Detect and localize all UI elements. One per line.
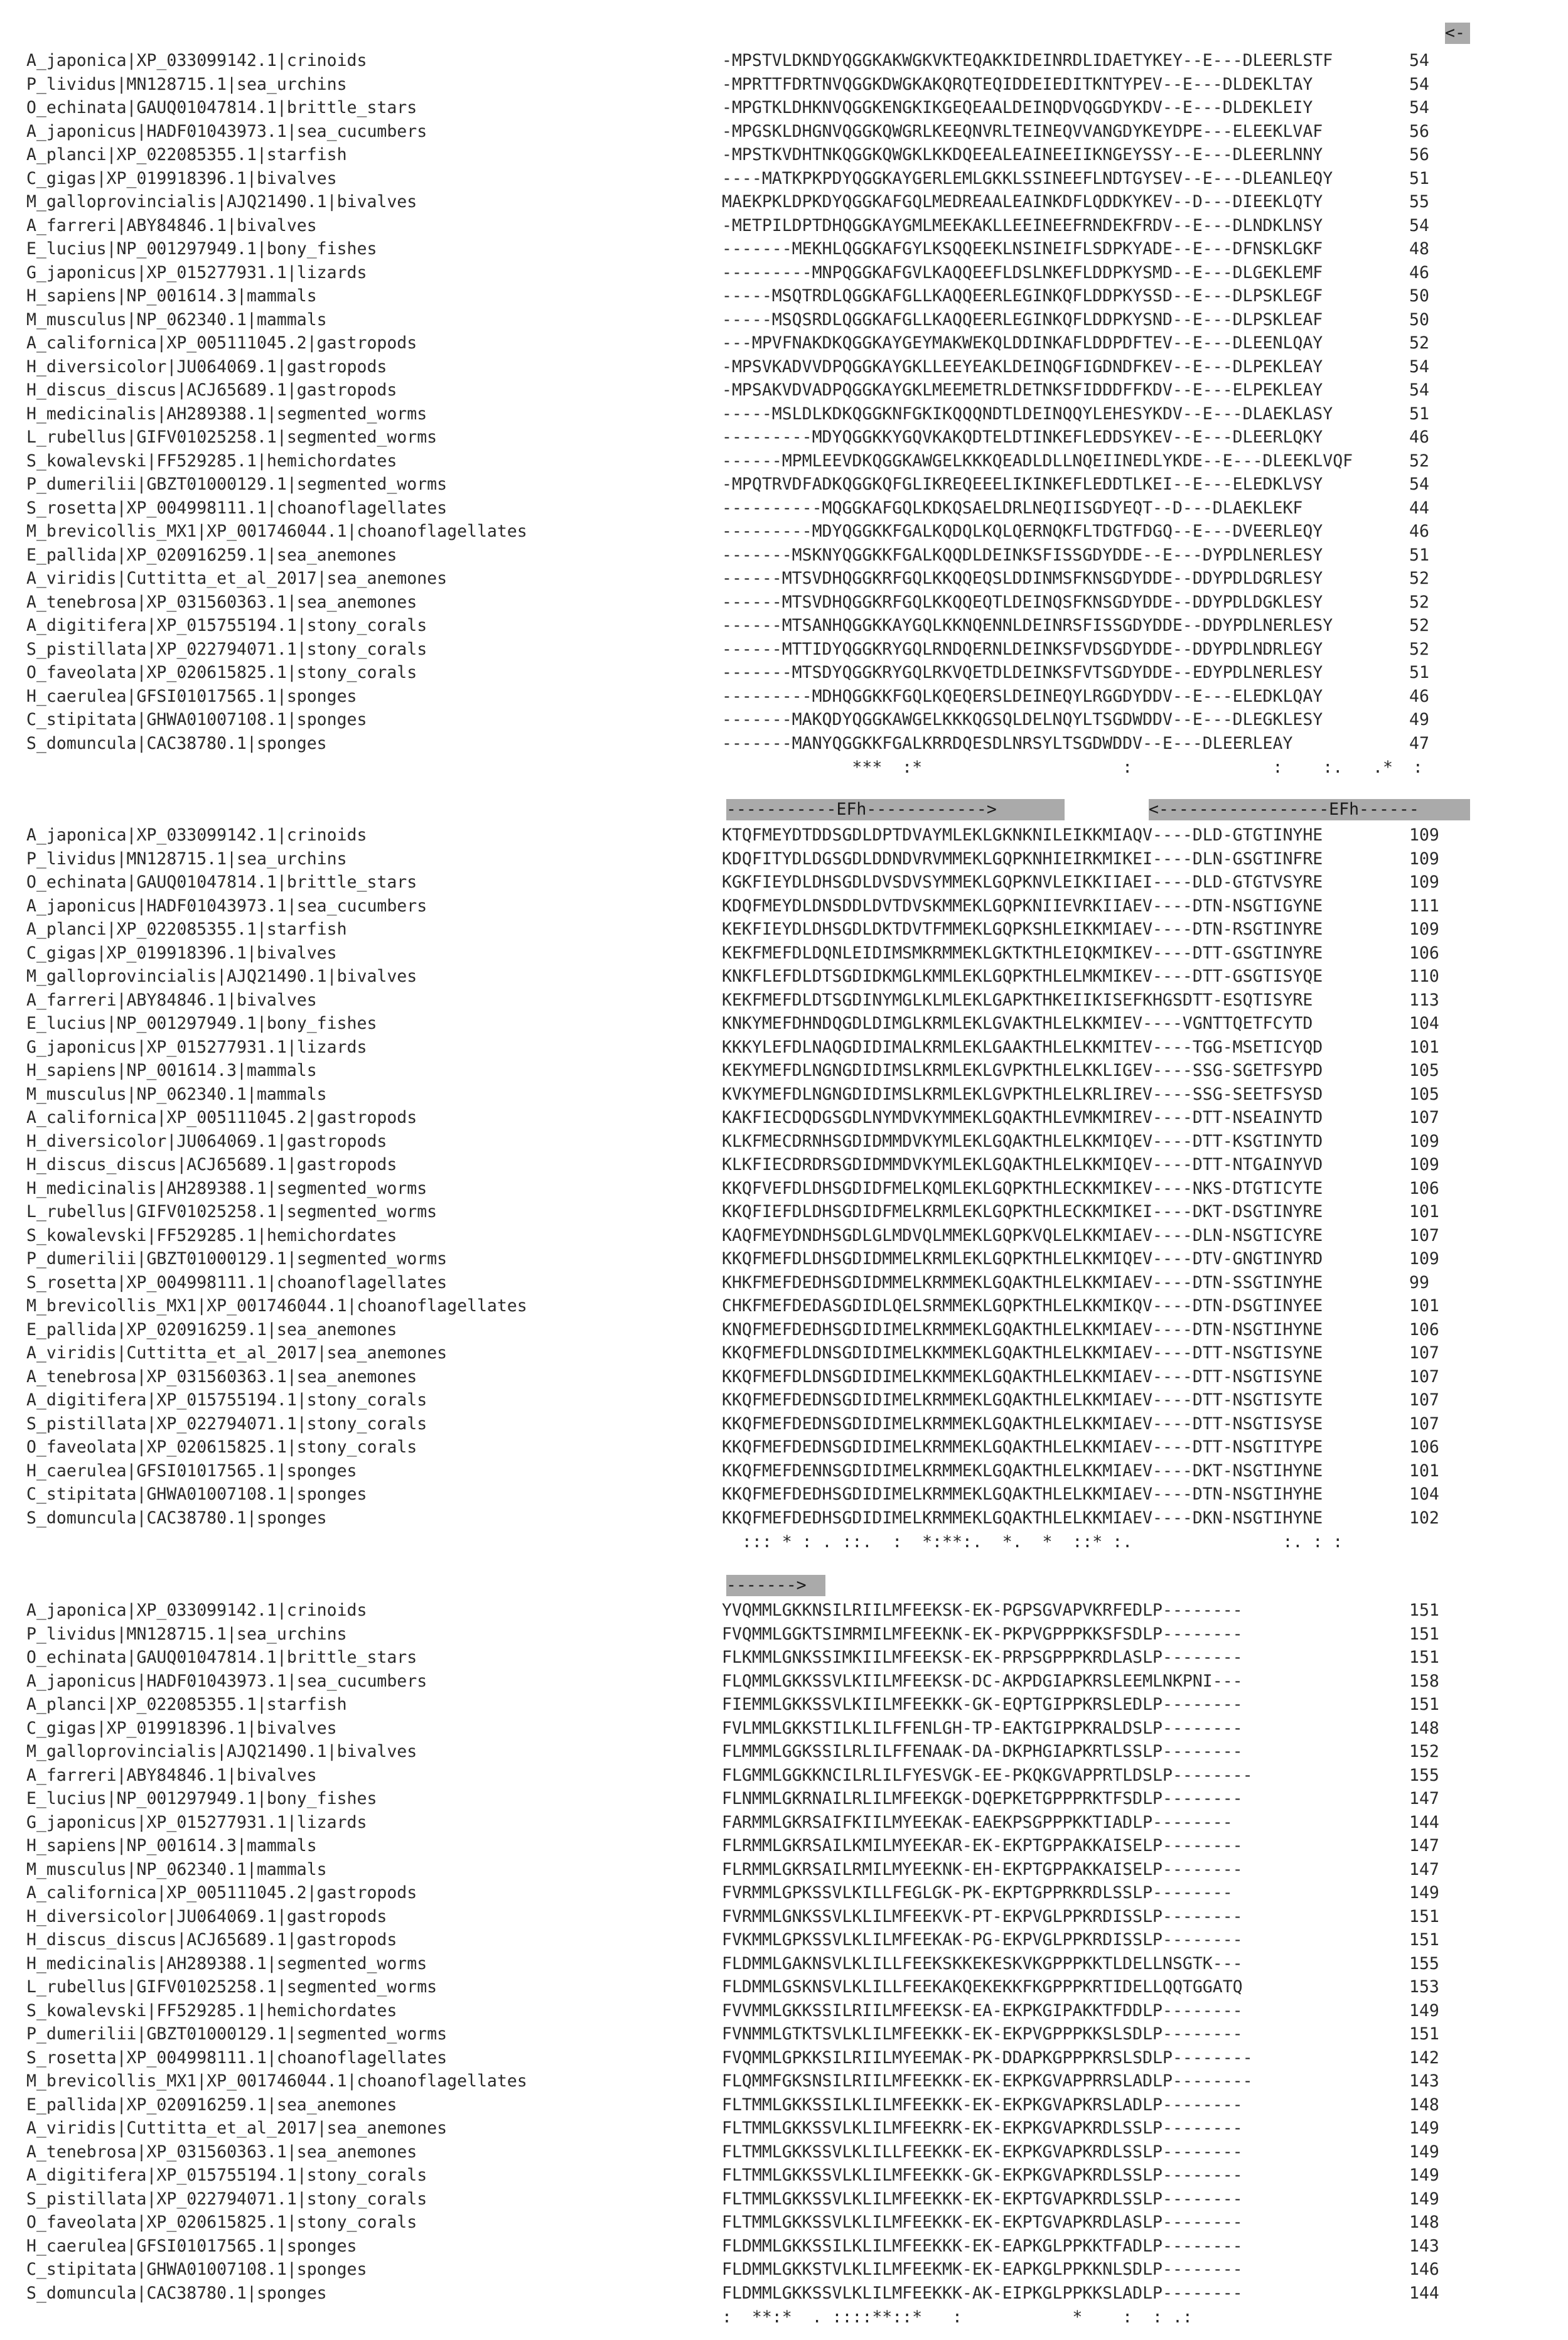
residue-count: 149 (1409, 1883, 1439, 1903)
sequence-name: C_stipitata|GHWA01007108.1|sponges (26, 2260, 367, 2279)
sequence-name: P_lividus|MN128715.1|sea_urchins (26, 1624, 347, 1644)
sequence-name: S_domuncula|CAC38780.1|sponges (26, 733, 327, 753)
residue-count: 113 (1409, 990, 1439, 1010)
sequence-residues: -MPSAKVDVADPQGGKAYGKLMEEMETRLDETNKSFIDDDFFKDV--E---ELPEKLEAY (722, 380, 1323, 400)
residue-count: 109 (1409, 1155, 1439, 1174)
sequence-residues: KNQFMEFDEDHSGDIDIMELKRMMEKLGQAKTHLELKKMIAEV----DTN-NSGTIHYNE (722, 1319, 1323, 1339)
sequence-residues: KLKFIECDRDRSGDIDMMDVKYMLEKLGQAKTHLELKKMIQEV----DTT-NTGAINYVD (722, 1155, 1323, 1174)
sequence-residues: FARMMLGKRSAIFKIILMYEEKAK-EAEKPSGPPPKKTIADLP-------- (722, 1812, 1233, 1832)
sequence-residues: KEKFIEYDLDHSGDLDKTDVTFMMEKLGQPKSHLEIKKMIAEV----DTN-RSGTINYRE (722, 920, 1323, 939)
sequence-name: H_sapiens|NP_001614.3|mammals (26, 1061, 317, 1080)
sequence-residues: -MPGSKLDHGNVQGGKQWGRLKEEQNVRLTEINEQVVANGDYKEYDPE---ELEEKLVAF (722, 121, 1323, 141)
residue-count: 54 (1409, 475, 1429, 494)
sequence-residues: -METPILDPTDHQGGKAYGMLMEEKAKLLEEINEEFRNDEKFRDV--E---DLNDKLNSY (722, 215, 1323, 235)
sequence-name: P_dumerilii|GBZT01000129.1|segmented_worms (26, 1249, 448, 1269)
sequence-residues: -MPSTKVDHTNKQGGKQWGKLKKDQEEALEAINEEIIKNGEYSSY--E---DLEERLNNY (722, 145, 1323, 164)
residue-count: 149 (1409, 2142, 1439, 2162)
sequence-residues: KNKFLEFDLDTSGDIDKMGLKMMLEKLGQPKTHLELMKMIKEV----DTT-GSGTISYQE (722, 967, 1323, 986)
residue-count: 142 (1409, 2048, 1439, 2068)
sequence-residues: FLDMMLGKKSSILKLILMFEEKKK-EK-EAPKGLPPKKTFADLP-------- (722, 2236, 1243, 2256)
sequence-residues: FLDMMLGAKNSVLKLILLFEEKSKKEKESKVKGPPPKKTLDELLNSGTK--- (722, 1953, 1243, 1973)
sequence-residues: KKQFMEFDLDNSGDIDIMELKKMMEKLGQAKTHLELKKMIAEV----DTT-NSGTISYNE (722, 1366, 1323, 1387)
sequence-name: S_pistillata|XP_022794071.1|stony_corals (26, 2189, 427, 2209)
sequence-residues: CHKFMEFDEDASGDIDLQELSRMMEKLGQPKTHLELKKMIKQV----DTN-DSGTINYEE (722, 1296, 1323, 1316)
residue-count: 106 (1409, 1437, 1439, 1457)
sequence-name: M_brevicollis_MX1|XP_001746044.1|choanoflagellates (26, 1296, 527, 1316)
residue-count: 143 (1409, 2071, 1439, 2091)
sequence-name: H_caerulea|GFSI01017565.1|sponges (26, 2236, 357, 2256)
sequence-residues: KAQFMEYDNDHSGDLGLMDVQLMMEKLGQPKVQLELKKMIAEV----DLN-NSGTICYRE (722, 1225, 1323, 1245)
residue-count: 107 (1409, 1108, 1439, 1127)
sequence-name: M_galloprovincialis|AJQ21490.1|bivalves (26, 967, 417, 986)
residue-count: 56 (1409, 145, 1429, 164)
sequence-residues: KKQFMEFDEDNSGDIDIMELKRMMEKLGQAKTHLELKKMIAEV----DTT-NSGTISYSE (722, 1414, 1323, 1434)
residue-count: 158 (1409, 1671, 1439, 1691)
efh-bar-block1-end: <- (1445, 23, 1470, 44)
sequence-name: A_japonica|XP_033099142.1|crinoids (26, 51, 367, 70)
sequence-residues: KEKFMEFDLDQNLEIDIMSMKRMMEKLGKTKTHLEIQKMIKEV----DTT-GSGTINYRE (722, 943, 1323, 963)
residue-count: 111 (1409, 896, 1439, 916)
sequence-residues: FVKMMLGPKSSVLKLILMFEEKAK-PG-EKPVGLPPKRDISSLP-------- (722, 1930, 1243, 1950)
sequence-name: G_japonicus|XP_015277931.1|lizards (26, 1812, 367, 1832)
sequence-name: P_lividus|MN128715.1|sea_urchins (26, 74, 347, 94)
sequence-name: L_rubellus|GIFV01025258.1|segmented_worms (26, 427, 438, 447)
residue-count: 151 (1409, 2024, 1439, 2044)
sequence-residues: -------MSKNYQGGKKFGALKQQDLDEINKSFISSGDYDDE--E---DYPDLNERLESY (722, 545, 1323, 565)
sequence-name: S_kowalevski|FF529285.1|hemichordates (26, 2000, 397, 2021)
residue-count: 109 (1409, 1131, 1439, 1151)
sequence-residues: -------MEKHLQGGKAFGYLKSQQEEKLNSINEIFLSDPKYADE--E---DFNSKLGKF (722, 239, 1323, 259)
residue-count: 153 (1409, 1977, 1439, 1997)
sequence-name: S_domuncula|CAC38780.1|sponges (26, 2283, 327, 2303)
sequence-name: P_lividus|MN128715.1|sea_urchins (26, 849, 347, 869)
sequence-name: E_pallida|XP_020916259.1|sea_anemones (26, 2095, 397, 2115)
residue-count: 148 (1409, 2213, 1439, 2232)
sequence-name: H_medicinalis|AH289388.1|segmented_worms (26, 404, 427, 424)
residue-count: 50 (1409, 309, 1429, 330)
sequence-residues: KKQFMEFDENNSGDIDIMELKRMMEKLGQAKTHLELKKMIAEV----DKT-NSGTIHYNE (722, 1461, 1323, 1481)
sequence-name: A_farreri|ABY84846.1|bivalves (26, 215, 317, 235)
sequence-residues: YVQMMLGKKNSILRIILMFEEKSK-EK-PGPSGVAPVKRFEDLP-------- (722, 1601, 1243, 1620)
sequence-name: A_tenebrosa|XP_031560363.1|sea_anemones (26, 592, 417, 612)
residue-count: 143 (1409, 2236, 1439, 2256)
sequence-name: A_tenebrosa|XP_031560363.1|sea_anemones (26, 1366, 417, 1387)
sequence-name: G_japonicus|XP_015277931.1|lizards (26, 1037, 367, 1057)
residue-count: 109 (1409, 920, 1439, 939)
sequence-name: M_musculus|NP_062340.1|mammals (26, 1859, 327, 1879)
residue-count: 52 (1409, 451, 1429, 471)
sequence-residues: KGKFIEYDLDHSGDLDVSDVSYMMEKLGQPKNVLEIKKIIAEI----DLD-GTGTVSYRE (722, 872, 1323, 892)
sequence-name: S_pistillata|XP_022794071.1|stony_corals (26, 639, 427, 659)
sequence-name: A_farreri|ABY84846.1|bivalves (26, 990, 317, 1010)
sequence-residues: FVNMMLGTKTSVLKLILMFEEKKK-EK-EKPVGPPPKKSLSDLP-------- (722, 2024, 1243, 2044)
sequence-name: S_rosetta|XP_004998111.1|choanoflagellates (26, 2048, 448, 2068)
sequence-residues: FLKMMLGNKSSIMKIILMFEEKSK-EK-PRPSGPPPKRDLASLP-------- (722, 1648, 1243, 1667)
sequence-residues: ----------MQGGKAFGQLKDKQSAELDRLNEQIISGDYEQT--D---DLAEKLEKF (722, 498, 1303, 518)
sequence-name: S_rosetta|XP_004998111.1|choanoflagellates (26, 498, 448, 518)
sequence-name: P_dumerilii|GBZT01000129.1|segmented_worms (26, 475, 448, 494)
sequence-residues: FLQMMLGKKSSVLKIILMFEEKSK-DC-AKPDGIAPKRSLEEMLNKPNI--- (722, 1671, 1243, 1691)
residue-count: 54 (1409, 98, 1429, 117)
sequence-name: H_discus_discus|ACJ65689.1|gastropods (26, 1155, 397, 1174)
conservation-line: *** :* : : :. .* : (722, 758, 1423, 777)
residue-count: 151 (1409, 1624, 1439, 1644)
residue-count: 101 (1409, 1202, 1439, 1221)
sequence-name: A_viridis|Cuttitta_et_al_2017|sea_anemones (26, 569, 448, 588)
sequence-residues: -----MSQTRDLQGGKAFGLLKAQQEERLEGINKQFLDDPKYSSD--E---DLPSKLEGF (722, 286, 1323, 306)
sequence-name: A_planci|XP_022085355.1|starfish (26, 920, 347, 939)
sequence-name: H_diversicolor|JU064069.1|gastropods (26, 1131, 387, 1151)
sequence-name: O_faveolata|XP_020615825.1|stony_corals (26, 2213, 417, 2232)
sequence-residues: ------MTSANHQGGKKAYGQLKKNQENNLDEINRSFISSGDYDDE--DDYPDLNERLESY (722, 616, 1333, 635)
residue-count: 48 (1409, 239, 1429, 259)
residue-count: 51 (1409, 168, 1429, 188)
residue-count: 151 (1409, 1906, 1439, 1926)
residue-count: 151 (1409, 1648, 1439, 1667)
sequence-residues: -MPQTRVDFADKQGGKQFGLIKREQEEELIKINKEFLEDDTLKEI--E---ELEDKLVSY (722, 475, 1323, 494)
sequence-residues: ----MATKPKPDYQGGKAYGERLEMLGKKLSSINEEFLNDTGYSEV--E---DLEANLEQY (722, 168, 1333, 188)
residue-count: 49 (1409, 710, 1429, 729)
sequence-residues: KLKFMECDRNHSGDIDMMDVKYMLEKLGQAKTHLELKKMIQEV----DTT-KSGTINYTD (722, 1131, 1323, 1151)
sequence-residues: KKQFMEFDEDNSGDIDIMELKRMMEKLGQAKTHLELKKMIAEV----DTT-NSGTISYTE (722, 1390, 1323, 1410)
sequence-residues: FVQMMLGGKTSIMRMILMFEEKNK-EK-PKPVGPPPKKSFSDLP-------- (722, 1624, 1243, 1644)
sequence-residues: KKQFMEFDLDNSGDIDIMELKKMMEKLGQAKTHLELKKMIAEV----DTT-NSGTISYNE (722, 1343, 1323, 1363)
sequence-residues: KKQFMEFDLDHSGDIDMMELKRMLEKLGQPKTHLELKKMIQEV----DTV-GNGTINYRD (722, 1249, 1323, 1269)
residue-count: 52 (1409, 592, 1429, 612)
sequence-residues: FLGMMLGGKKNCILRLILFYESVGK-EE-PKQKGVAPPRTLDSLP-------- (722, 1765, 1253, 1785)
sequence-name: L_rubellus|GIFV01025258.1|segmented_worms (26, 1202, 438, 1221)
conservation-line: ::: * : . ::. : *:**:. *. * ::* :. :. : : (722, 1532, 1343, 1552)
sequence-residues: KDQFITYDLDGSGDLDDNDVRVMMEKLGQPKNHIEIRKMIKEI----DLN-GSGTINFRE (722, 849, 1323, 869)
sequence-name: O_echinata|GAUQ01047814.1|brittle_stars (26, 872, 417, 892)
residue-count: 107 (1409, 1366, 1439, 1387)
residue-count: 51 (1409, 663, 1429, 682)
residue-count: 106 (1409, 943, 1439, 963)
sequence-name: S_domuncula|CAC38780.1|sponges (26, 1508, 327, 1528)
residue-count: 51 (1409, 545, 1429, 565)
residue-count: 149 (1409, 2118, 1439, 2138)
sequence-residues: -MPSTVLDKNDYQGGKAKWGKVKTEQAKKIDEINRDLIDAETYKEY--E---DLEERLSTF (722, 51, 1333, 70)
sequence-name: A_tenebrosa|XP_031560363.1|sea_anemones (26, 2142, 417, 2162)
sequence-name: A_japonicus|HADF01043973.1|sea_cucumbers (26, 1671, 427, 1691)
residue-count: 46 (1409, 686, 1429, 706)
sequence-residues: ------MTSVDHQGGKRFGQLKKQQEQSLDDINMSFKNSGDYDDE--DDYPDLDGRLESY (722, 569, 1323, 588)
sequence-residues: FLTMMLGKKSSVLKLILMFEEKKK-EK-EKPTGVAPKRDLASLP-------- (722, 2213, 1243, 2232)
sequence-name: C_stipitata|GHWA01007108.1|sponges (26, 710, 367, 729)
sequence-name: O_faveolata|XP_020615825.1|stony_corals (26, 663, 417, 682)
residue-count: 109 (1409, 849, 1439, 869)
sequence-name: A_farreri|ABY84846.1|bivalves (26, 1765, 317, 1785)
sequence-residues: FLDMMLGKKSSVLKLILMFEEKKK-AK-EIPKGLPPKKSLADLP-------- (722, 2283, 1243, 2303)
sequence-residues: -MPRTTFDRTNVQGGKDWGKAKQRQTEQIDDEIEDITKNTYPEV--E---DLDEKLTAY (722, 74, 1313, 94)
sequence-residues: MAEKPKLDPKDYQGGKAFGQLMEDREAALEAINKDFLQDDKYKEV--D---DIEEKLQTY (722, 192, 1323, 212)
sequence-residues: FVLMMLGKKSTILKLILFFENLGH-TP-EAKTGIPPKRALDSLP-------- (722, 1718, 1243, 1738)
sequence-residues: -------MTSDYQGGKRYGQLRKVQETDLDEINKSFVTSGDYDDE--EDYPDLNERLESY (722, 663, 1323, 682)
residue-count: 54 (1409, 74, 1429, 94)
sequence-residues: KKQFMEFDEDHSGDIDIMELKRMMEKLGQAKTHLELKKMIAEV----DKN-NSGTIHYNE (722, 1508, 1323, 1528)
residue-count: 46 (1409, 427, 1429, 447)
residue-count: 151 (1409, 1930, 1439, 1950)
sequence-name: H_diversicolor|JU064069.1|gastropods (26, 1906, 387, 1926)
residue-count: 46 (1409, 262, 1429, 282)
sequence-name: M_brevicollis_MX1|XP_001746044.1|choanoflagellates (26, 522, 527, 541)
sequence-residues: FLNMMLGKRNAILRLILMFEEKGK-DQEPKETGPPPRKTFSDLP-------- (722, 1789, 1243, 1808)
sequence-name: S_kowalevski|FF529285.1|hemichordates (26, 1225, 397, 1245)
residue-count: 147 (1409, 1836, 1439, 1855)
sequence-residues: KNKYMEFDHNDQGDLDIMGLKRMLEKLGVAKTHLELKKMIEV----VGNTTQETFCYTD (722, 1014, 1313, 1033)
sequence-residues: KKQFMEFDEDHSGDIDIMELKRMMEKLGQAKTHLELKKMIAEV----DTN-NSGTIHYHE (722, 1484, 1323, 1504)
sequence-name: A_japonica|XP_033099142.1|crinoids (26, 825, 367, 845)
sequence-residues: ------MTSVDHQGGKRFGQLKKQQEQTLDEINQSFKNSGDYDDE--DDYPDLDGKLESY (722, 592, 1323, 612)
residue-count: 102 (1409, 1508, 1439, 1528)
sequence-name: O_echinata|GAUQ01047814.1|brittle_stars (26, 1648, 417, 1667)
residue-count: 152 (1409, 1742, 1439, 1761)
sequence-name: E_pallida|XP_020916259.1|sea_anemones (26, 545, 397, 565)
sequence-residues: -----MSQSRDLQGGKAFGLLKAQQEERLEGINKQFLDDPKYSND--E---DLPSKLEAF (722, 309, 1323, 330)
residue-count: 109 (1409, 825, 1439, 845)
sequence-name: E_lucius|NP_001297949.1|bony_fishes (26, 1014, 377, 1033)
residue-count: 54 (1409, 51, 1429, 70)
sequence-name: H_discus_discus|ACJ65689.1|gastropods (26, 380, 397, 400)
efh-bar-block3: -------> (726, 1575, 825, 1596)
residue-count: 148 (1409, 2095, 1439, 2115)
residue-count: 151 (1409, 1601, 1439, 1620)
sequence-residues: KKQFMEFDEDNSGDIDIMELKRMMEKLGQAKTHLELKKMIAEV----DTT-NSGTITYPE (722, 1437, 1323, 1457)
residue-count: 147 (1409, 1859, 1439, 1879)
sequence-residues: KKKYLEFDLNAQGDIDIMALKRMLEKLGAAKTHLELKKMITEV----TGG-MSETICYQD (722, 1037, 1323, 1057)
sequence-name: H_caerulea|GFSI01017565.1|sponges (26, 686, 357, 706)
sequence-name: S_kowalevski|FF529285.1|hemichordates (26, 451, 397, 471)
sequence-residues: -MPGTKLDHKNVQGGKENGKIKGEQEAALDEINQDVQGGDYKDV--E---DLDEKLEIY (722, 98, 1313, 117)
sequence-residues: -------MAKQDYQGGKAWGELKKKQGSQLDELNQYLTSGDWDDV--E---DLEGKLESY (722, 710, 1323, 729)
sequence-residues: KDQFMEYDLDNSDDLDVTDVSKMMEKLGQPKNIIEVRKIIAEV----DTN-NSGTIGYNE (722, 896, 1323, 916)
sequence-residues: FIEMMLGKKSSVLKIILMFEEKKK-GK-EQPTGIPPKRSLEDLP-------- (722, 1695, 1243, 1714)
sequence-name: A_japonicus|HADF01043973.1|sea_cucumbers (26, 896, 427, 916)
sequence-name: A_viridis|Cuttitta_et_al_2017|sea_anemones (26, 1343, 448, 1363)
residue-count: 101 (1409, 1461, 1439, 1481)
residue-count: 105 (1409, 1084, 1439, 1104)
sequence-name: S_rosetta|XP_004998111.1|choanoflagellates (26, 1272, 448, 1292)
residue-count: 149 (1409, 2189, 1439, 2209)
residue-count: 155 (1409, 1765, 1439, 1785)
sequence-name: C_stipitata|GHWA01007108.1|sponges (26, 1484, 367, 1504)
residue-count: 149 (1409, 2000, 1439, 2021)
sequence-name: C_gigas|XP_019918396.1|bivalves (26, 943, 337, 963)
sequence-residues: FLDMMLGKKSTVLKLILMFEEKMK-EK-EAPKGLPPKKNLSDLP-------- (722, 2260, 1243, 2279)
sequence-name: A_planci|XP_022085355.1|starfish (26, 1695, 347, 1714)
sequence-residues: FLMMMLGGKSSILRLILFFENAAK-DA-DKPHGIAPKRTLSSLP-------- (722, 1742, 1243, 1761)
residue-count: 104 (1409, 1484, 1439, 1504)
sequence-name: O_faveolata|XP_020615825.1|stony_corals (26, 1437, 417, 1457)
residue-count: 151 (1409, 1695, 1439, 1714)
residue-count: 146 (1409, 2260, 1439, 2279)
sequence-name: E_lucius|NP_001297949.1|bony_fishes (26, 1789, 377, 1808)
residue-count: 55 (1409, 192, 1429, 212)
sequence-name: O_echinata|GAUQ01047814.1|brittle_stars (26, 98, 417, 117)
sequence-name: A_californica|XP_005111045.2|gastropods (26, 1883, 417, 1903)
residue-count: 52 (1409, 333, 1429, 353)
sequence-residues: KTQFMEYDTDDSGDLDPTDVAYMLEKLGKNKNILEIKKMIAQV----DLD-GTGTINYHE (722, 825, 1323, 845)
residue-count: 107 (1409, 1390, 1439, 1410)
sequence-name: A_planci|XP_022085355.1|starfish (26, 145, 347, 164)
efh-bar-block2-left: -----------EFh------------> (726, 799, 1065, 820)
residue-count: 44 (1409, 498, 1429, 518)
sequence-residues: FLTMMLGKKSSVLKLILLFEEKKK-EK-EKPKGVAPKRDLSSLP-------- (722, 2142, 1243, 2162)
sequence-residues: FLTMMLGKKSSVLKLILMFEEKKK-EK-EKPTGVAPKRDLSSLP-------- (722, 2189, 1243, 2209)
sequence-name: P_dumerilii|GBZT01000129.1|segmented_worms (26, 2024, 448, 2044)
sequence-name: L_rubellus|GIFV01025258.1|segmented_worms (26, 1977, 438, 1997)
residue-count: 101 (1409, 1296, 1439, 1316)
residue-count: 106 (1409, 1319, 1439, 1339)
residue-count: 99 (1409, 1272, 1429, 1292)
efh-bar-block2-right: <-----------------EFh------ (1149, 799, 1470, 820)
sequence-residues: -------MANYQGGKKFGALKRRDQESDLNRSYLTSGDWDDV--E---DLEERLEAY (722, 733, 1293, 753)
sequence-name: H_medicinalis|AH289388.1|segmented_worms (26, 1953, 427, 1973)
sequence-residues: ---------MDYQGGKKYGQVKAKQDTELDTINKEFLEDDSYKEV--E---DLEERLQKY (722, 427, 1323, 447)
sequence-name: C_gigas|XP_019918396.1|bivalves (26, 1718, 337, 1738)
residue-count: 107 (1409, 1343, 1439, 1363)
sequence-name: E_pallida|XP_020916259.1|sea_anemones (26, 1319, 397, 1339)
residue-count: 144 (1409, 1812, 1439, 1832)
sequence-residues: KAKFIECDQDGSGDLNYMDVKYMMEKLGQAKTHLEVMKMIREV----DTT-NSEAINYTD (722, 1108, 1323, 1127)
sequence-residues: ---------MDYQGGKKFGALKQDQLKQLQERNQKFLTDGTFDGQ--E---DVEERLEQY (722, 522, 1323, 541)
sequence-name: E_lucius|NP_001297949.1|bony_fishes (26, 239, 377, 259)
sequence-residues: FVRMMLGNKSSVLKLILMFEEKVK-PT-EKPVGLPPKRDISSLP-------- (722, 1906, 1243, 1926)
sequence-name: M_galloprovincialis|AJQ21490.1|bivalves (26, 192, 417, 212)
residue-count: 52 (1409, 569, 1429, 588)
residue-count: 47 (1409, 733, 1429, 753)
sequence-residues: FLDMMLGSKNSVLKLILLFEEKAKQEKEKKFKGPPPKRTIDELLQQTGGATQ (722, 1977, 1243, 1997)
sequence-name: A_japonicus|HADF01043973.1|sea_cucumbers (26, 121, 427, 141)
sequence-name: A_viridis|Cuttitta_et_al_2017|sea_anemones (26, 2118, 448, 2138)
sequence-name: S_pistillata|XP_022794071.1|stony_corals (26, 1414, 427, 1434)
sequence-residues: KEKYMEFDLNGNGDIDIMSLKRMLEKLGVPKTHLELKKLIGEV----SSG-SGETFSYPD (722, 1061, 1323, 1080)
sequence-residues: ---MPVFNAKDKQGGKAYGEYMAKWEKQLDDINKAFLDDPDFTEV--E---DLEENLQAY (722, 333, 1323, 353)
residue-count: 109 (1409, 1249, 1439, 1269)
sequence-residues: FVRMMLGPKSSVLKILLFEGLGK-PK-EKPTGPPRKRDLSSLP-------- (722, 1883, 1233, 1903)
sequence-residues: KHKFMEFDEDHSGDIDMMELKRMMEKLGQAKTHLELKKMIAEV----DTN-SSGTINYHE (722, 1272, 1323, 1292)
sequence-residues: FVQMMLGPKKSILRIILMYEEMAK-PK-DDAPKGPPPKRSLSDLP-------- (722, 2048, 1253, 2068)
residue-count: 51 (1409, 404, 1429, 424)
residue-count: 56 (1409, 121, 1429, 141)
sequence-name: A_japonica|XP_033099142.1|crinoids (26, 1601, 367, 1620)
sequence-residues: FLTMMLGKKSSVLKLILMFEEKKK-GK-EKPKGVAPKRDLSSLP-------- (722, 2166, 1243, 2185)
sequence-residues: -MPSVKADVVDPQGGKAYGKLLEEYEAKLDEINQGFIGDNDFKEV--E---DLPEKLEAY (722, 357, 1323, 377)
sequence-residues: FLTMMLGKKSSILKLILMFEEKKK-EK-EKPKGVAPKRSLADLP-------- (722, 2095, 1243, 2115)
sequence-name: C_gigas|XP_019918396.1|bivalves (26, 168, 337, 188)
sequence-residues: FLRMMLGKRSAILKMILMYEEKAR-EK-EKPTGPPAKKAISELP-------- (722, 1836, 1243, 1855)
sequence-residues: FLQMMFGKSNSILRIILMFEEKKK-EK-EKPKGVAPPRRSLADLP-------- (722, 2071, 1253, 2091)
sequence-residues: KKQFVEFDLDHSGDIDFMELKQMLEKLGQPKTHLECKKMIKEV----NKS-DTGTICYTE (722, 1178, 1323, 1198)
residue-count: 54 (1409, 357, 1429, 377)
sequence-residues: ------MTTIDYQGGKRYGQLRNDQERNLDEINKSFVDSGDYDDE--DDYPDLNDRLEGY (722, 639, 1323, 659)
sequence-name: H_medicinalis|AH289388.1|segmented_worms (26, 1178, 427, 1198)
residue-count: 101 (1409, 1037, 1439, 1057)
sequence-residues: KEKFMEFDLDTSGDINYMGLKLMLEKLGAPKTHKEIIKISEFKHGSDTT-ESQTISYRE (722, 990, 1313, 1010)
sequence-name: A_californica|XP_005111045.2|gastropods (26, 333, 417, 353)
sequence-name: M_galloprovincialis|AJQ21490.1|bivalves (26, 1742, 417, 1761)
sequence-name: H_discus_discus|ACJ65689.1|gastropods (26, 1930, 397, 1950)
sequence-residues: -----MSLDLKDKQGGKNFGKIKQQQNDTLDEINQQYLEHESYKDV--E---DLAEKLASY (722, 404, 1333, 424)
residue-count: 106 (1409, 1178, 1439, 1198)
sequence-name: A_digitifera|XP_015755194.1|stony_corals (26, 1390, 427, 1410)
residue-count: 105 (1409, 1061, 1439, 1080)
residue-count: 52 (1409, 616, 1429, 635)
sequence-residues: ---------MDHQGGKKFGQLKQEQERSLDEINEQYLRGGDYDDV--E---ELEDKLQAY (722, 686, 1323, 706)
sequence-name: H_diversicolor|JU064069.1|gastropods (26, 357, 387, 377)
sequence-name: H_sapiens|NP_001614.3|mammals (26, 1836, 317, 1855)
sequence-residues: KVKYMEFDLNGNGDIDIMSLKRMLEKLGVPKTHLELKRLIREV----SSG-SEETFSYSD (722, 1084, 1323, 1104)
sequence-residues: ------MPMLEEVDKQGGKAWGELKKKQEADLDLLNQEIINEDLYKDE--E---DLEEKLVQF (722, 451, 1353, 471)
residue-count: 144 (1409, 2283, 1439, 2303)
conservation-line: : **:* . ::::**::* : * : : .: (722, 2307, 1193, 2327)
residue-count: 148 (1409, 1718, 1439, 1738)
sequence-residues: KKQFIEFDLDHSGDIDFMELKRMLEKLGQPKTHLECKKMIKEI----DKT-DSGTINYRE (722, 1202, 1323, 1221)
residue-count: 107 (1409, 1225, 1439, 1245)
sequence-name: M_musculus|NP_062340.1|mammals (26, 309, 327, 330)
sequence-name: H_caerulea|GFSI01017565.1|sponges (26, 1461, 357, 1481)
sequence-residues: FVVMMLGKKSSILRIILMFEEKSK-EA-EKPKGIPAKKTFDDLP-------- (722, 2000, 1243, 2021)
sequence-name: M_musculus|NP_062340.1|mammals (26, 1084, 327, 1104)
residue-count: 104 (1409, 1014, 1439, 1033)
residue-count: 147 (1409, 1789, 1439, 1808)
residue-count: 54 (1409, 215, 1429, 235)
sequence-name: M_brevicollis_MX1|XP_001746044.1|choanoflagellates (26, 2071, 527, 2091)
residue-count: 46 (1409, 522, 1429, 541)
sequence-residues: FLTMMLGKKSSVLKLILMFEEKRK-EK-EKPKGVAPKRDLSSLP-------- (722, 2118, 1243, 2138)
residue-count: 52 (1409, 639, 1429, 659)
residue-count: 149 (1409, 2166, 1439, 2185)
residue-count: 109 (1409, 872, 1439, 892)
sequence-name: A_digitifera|XP_015755194.1|stony_corals (26, 616, 427, 635)
sequence-name: A_digitifera|XP_015755194.1|stony_corals (26, 2166, 427, 2185)
residue-count: 155 (1409, 1953, 1439, 1973)
residue-count: 107 (1409, 1414, 1439, 1434)
residue-count: 54 (1409, 380, 1429, 400)
sequence-residues: FLRMMLGKRSAILRMILMYEEKNK-EH-EKPTGPPAKKAISELP-------- (722, 1859, 1243, 1879)
sequence-name: A_californica|XP_005111045.2|gastropods (26, 1108, 417, 1127)
residue-count: 50 (1409, 286, 1429, 306)
sequence-name: H_sapiens|NP_001614.3|mammals (26, 286, 317, 306)
residue-count: 110 (1409, 967, 1439, 986)
sequence-name: G_japonicus|XP_015277931.1|lizards (26, 262, 367, 282)
sequence-residues: ---------MNPQGGKAFGVLKAQQEEFLDSLNKEFLDDPKYSMD--E---DLGEKLEMF (722, 262, 1323, 282)
